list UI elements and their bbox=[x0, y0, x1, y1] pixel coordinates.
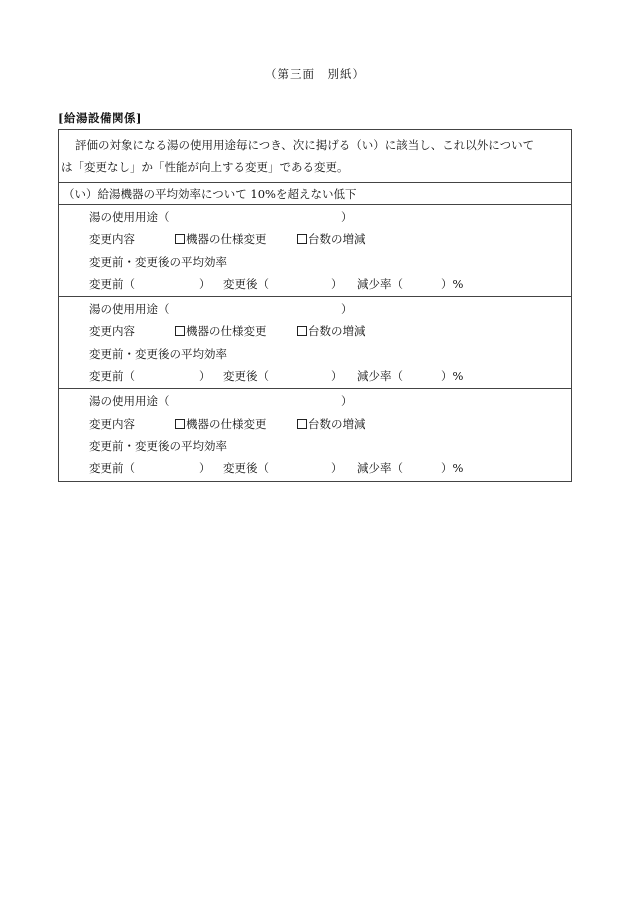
option-count-change[interactable] bbox=[297, 228, 366, 250]
option-spec-change-label: 機器の仕様変更 bbox=[186, 324, 267, 339]
before-close: ） bbox=[199, 461, 211, 476]
decrease-close: ）% bbox=[441, 276, 464, 291]
option-count-change-label: 台数の増減 bbox=[308, 324, 366, 339]
avg-efficiency-row bbox=[59, 343, 571, 365]
option-spec-change[interactable] bbox=[175, 413, 267, 435]
efficiency-values-row bbox=[59, 365, 571, 387]
before-close: ） bbox=[199, 369, 211, 384]
intro-text bbox=[59, 130, 571, 183]
change-content-label: 変更内容 bbox=[89, 416, 135, 431]
usage-entry bbox=[59, 297, 571, 389]
hot-water-equipment-form bbox=[58, 129, 572, 482]
option-spec-change-label: 機器の仕様変更 bbox=[186, 416, 267, 431]
change-content-row bbox=[59, 413, 571, 435]
section-heading: [給湯設備関係] bbox=[58, 111, 142, 125]
before-label: 変更前（ bbox=[89, 461, 135, 476]
usage-close: ） bbox=[341, 394, 353, 409]
avg-efficiency-row bbox=[59, 435, 571, 457]
checkbox-icon[interactable] bbox=[175, 419, 185, 429]
page-title: （第三面 別紙） bbox=[265, 67, 365, 81]
after-close: ） bbox=[331, 461, 343, 476]
avg-efficiency-label: 変更前・変更後の平均効率 bbox=[89, 254, 227, 269]
usage-entry bbox=[59, 389, 571, 480]
after-label: 変更後（ bbox=[223, 369, 269, 384]
checkbox-icon[interactable] bbox=[297, 419, 307, 429]
usage-close: ） bbox=[341, 210, 353, 224]
decrease-close: ）% bbox=[441, 369, 464, 384]
intro-line-1: 評価の対象になる湯の使用用途毎につき、次に掲げる（い）に該当し、これ以外について bbox=[75, 138, 535, 152]
option-count-change-label: 台数の増減 bbox=[308, 416, 366, 431]
decrease-label: 減少率（ bbox=[357, 276, 403, 291]
usage-row bbox=[59, 390, 571, 412]
criterion-row: （い）給湯機器の平均効率について 10%を超えない低下 bbox=[59, 183, 571, 205]
decrease-label: 減少率（ bbox=[357, 461, 403, 476]
usage-label: 湯の使用用途（ bbox=[89, 210, 170, 224]
change-content-row bbox=[59, 228, 571, 250]
change-content-label: 変更内容 bbox=[89, 232, 135, 247]
change-content-row bbox=[59, 320, 571, 342]
checkbox-icon[interactable] bbox=[297, 326, 307, 336]
checkbox-icon[interactable] bbox=[175, 234, 185, 244]
usage-row bbox=[59, 298, 571, 320]
after-close: ） bbox=[331, 276, 343, 291]
usage-entry bbox=[59, 205, 571, 297]
option-spec-change[interactable] bbox=[175, 320, 267, 342]
option-count-change[interactable] bbox=[297, 413, 366, 435]
usage-label: 湯の使用用途（ bbox=[89, 302, 170, 317]
option-spec-change[interactable] bbox=[175, 228, 267, 250]
decrease-label: 減少率（ bbox=[357, 369, 403, 384]
efficiency-values-row bbox=[59, 457, 571, 479]
before-label: 変更前（ bbox=[89, 276, 135, 291]
intro-line-2: は「変更なし」か「性能が向上する変更」である変更。 bbox=[61, 160, 349, 174]
before-label: 変更前（ bbox=[89, 369, 135, 384]
option-spec-change-label: 機器の仕様変更 bbox=[186, 232, 267, 247]
usage-field[interactable] bbox=[163, 392, 333, 410]
usage-close: ） bbox=[341, 302, 353, 317]
usage-label: 湯の使用用途（ bbox=[89, 394, 170, 409]
change-content-label: 変更内容 bbox=[89, 324, 135, 339]
decrease-close: ）% bbox=[441, 461, 464, 476]
checkbox-icon[interactable] bbox=[175, 326, 185, 336]
avg-efficiency-label: 変更前・変更後の平均効率 bbox=[89, 438, 227, 453]
option-count-change-label: 台数の増減 bbox=[308, 232, 366, 247]
after-close: ） bbox=[331, 369, 343, 384]
usage-field[interactable] bbox=[163, 208, 333, 226]
before-close: ） bbox=[199, 276, 211, 291]
usage-row bbox=[59, 206, 571, 228]
checkbox-icon[interactable] bbox=[297, 234, 307, 244]
avg-efficiency-label: 変更前・変更後の平均効率 bbox=[89, 346, 227, 361]
after-label: 変更後（ bbox=[223, 461, 269, 476]
option-count-change[interactable] bbox=[297, 320, 366, 342]
after-label: 変更後（ bbox=[223, 276, 269, 291]
usage-field[interactable] bbox=[163, 300, 333, 318]
efficiency-values-row bbox=[59, 273, 571, 295]
avg-efficiency-row bbox=[59, 251, 571, 273]
